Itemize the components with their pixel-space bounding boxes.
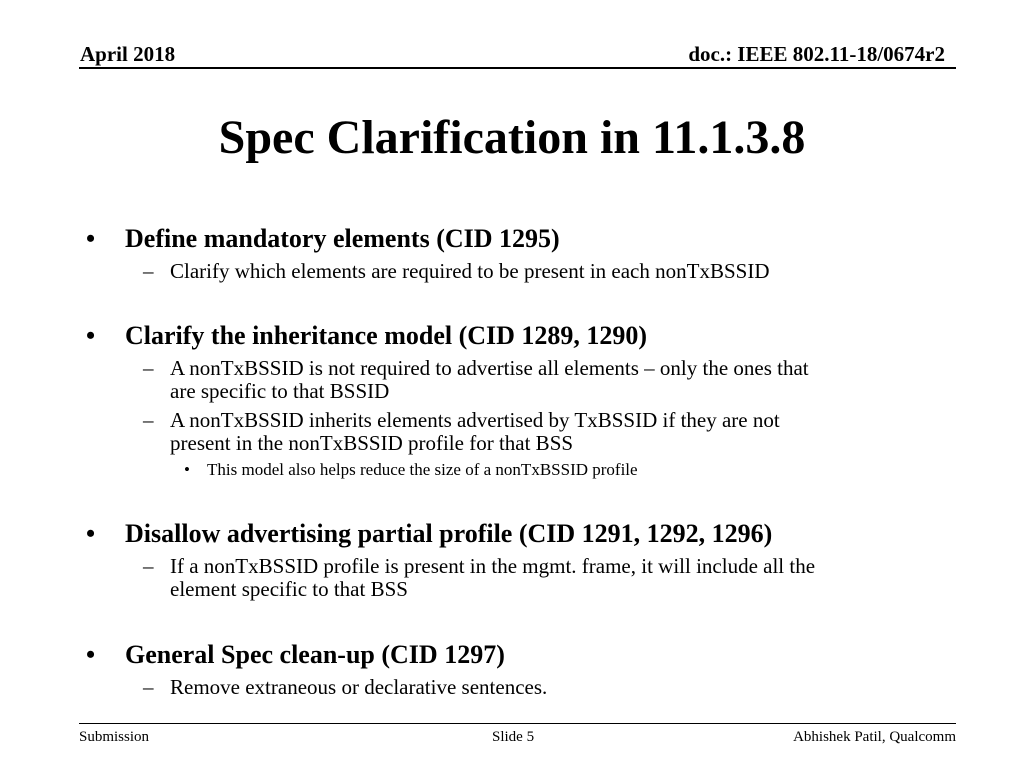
footer-author: Abhishek Patil, Qualcomm bbox=[793, 729, 956, 745]
sub-sub-bullet-2-2-1-line-1: This model also helps reduce the size of a nonTxBSSID profile bbox=[207, 460, 638, 479]
bullet-marker: • bbox=[86, 224, 96, 253]
footer-slide-number: Slide 5 bbox=[492, 729, 535, 745]
bullet-3-text: Disallow advertising partial profile (CID 1291, 1292, 1296) bbox=[125, 519, 773, 548]
sub-bullet-3-1-line-1: If a nonTxBSSID profile is present in the mgmt. frame, it will include all the bbox=[170, 554, 816, 578]
sub-bullet-1-1-line-1: Clarify which elements are required to be present in each nonTxBSSID bbox=[170, 259, 770, 283]
sub-bullet-marker: – bbox=[143, 675, 154, 699]
sub-bullet-2-2-line-2: present in the nonTxBSSID profile for that BSS bbox=[170, 431, 574, 455]
sub-bullet-marker: – bbox=[143, 554, 154, 578]
header-date: April 2018 bbox=[80, 42, 176, 66]
bullet-marker: • bbox=[86, 321, 96, 350]
slide-title: Spec Clarification in 11.1.3.8 bbox=[218, 111, 806, 164]
bullet-1-text: Define mandatory elements (CID 1295) bbox=[125, 224, 560, 253]
sub-bullet-2-1-line-2: are specific to that BSSID bbox=[170, 379, 390, 403]
footer-submission: Submission bbox=[79, 729, 150, 745]
bullet-4-text: General Spec clean-up (CID 1297) bbox=[125, 640, 505, 669]
sub-bullet-2-1-line-1: A nonTxBSSID is not required to advertise all elements – only the ones that bbox=[170, 356, 809, 380]
header-divider bbox=[79, 67, 956, 69]
header-doc-id: doc.: IEEE 802.11-18/0674r2 bbox=[688, 42, 945, 66]
sub-bullet-marker: – bbox=[143, 356, 154, 380]
sub-bullet-marker: – bbox=[143, 259, 154, 283]
sub-bullet-marker: – bbox=[143, 408, 154, 432]
sub-bullet-3-1-line-2: element specific to that BSS bbox=[170, 577, 408, 601]
footer-divider bbox=[79, 723, 956, 724]
bullet-marker: • bbox=[86, 640, 96, 669]
sub-bullet-2-2-line-1: A nonTxBSSID inherits elements advertised by TxBSSID if they are not bbox=[170, 408, 780, 432]
bullet-marker: • bbox=[86, 519, 96, 548]
sub-sub-bullet-marker: • bbox=[184, 460, 190, 479]
bullet-2-text: Clarify the inheritance model (CID 1289, 1290) bbox=[125, 321, 648, 350]
sub-bullet-4-1-line-1: Remove extraneous or declarative sentences. bbox=[170, 675, 548, 699]
